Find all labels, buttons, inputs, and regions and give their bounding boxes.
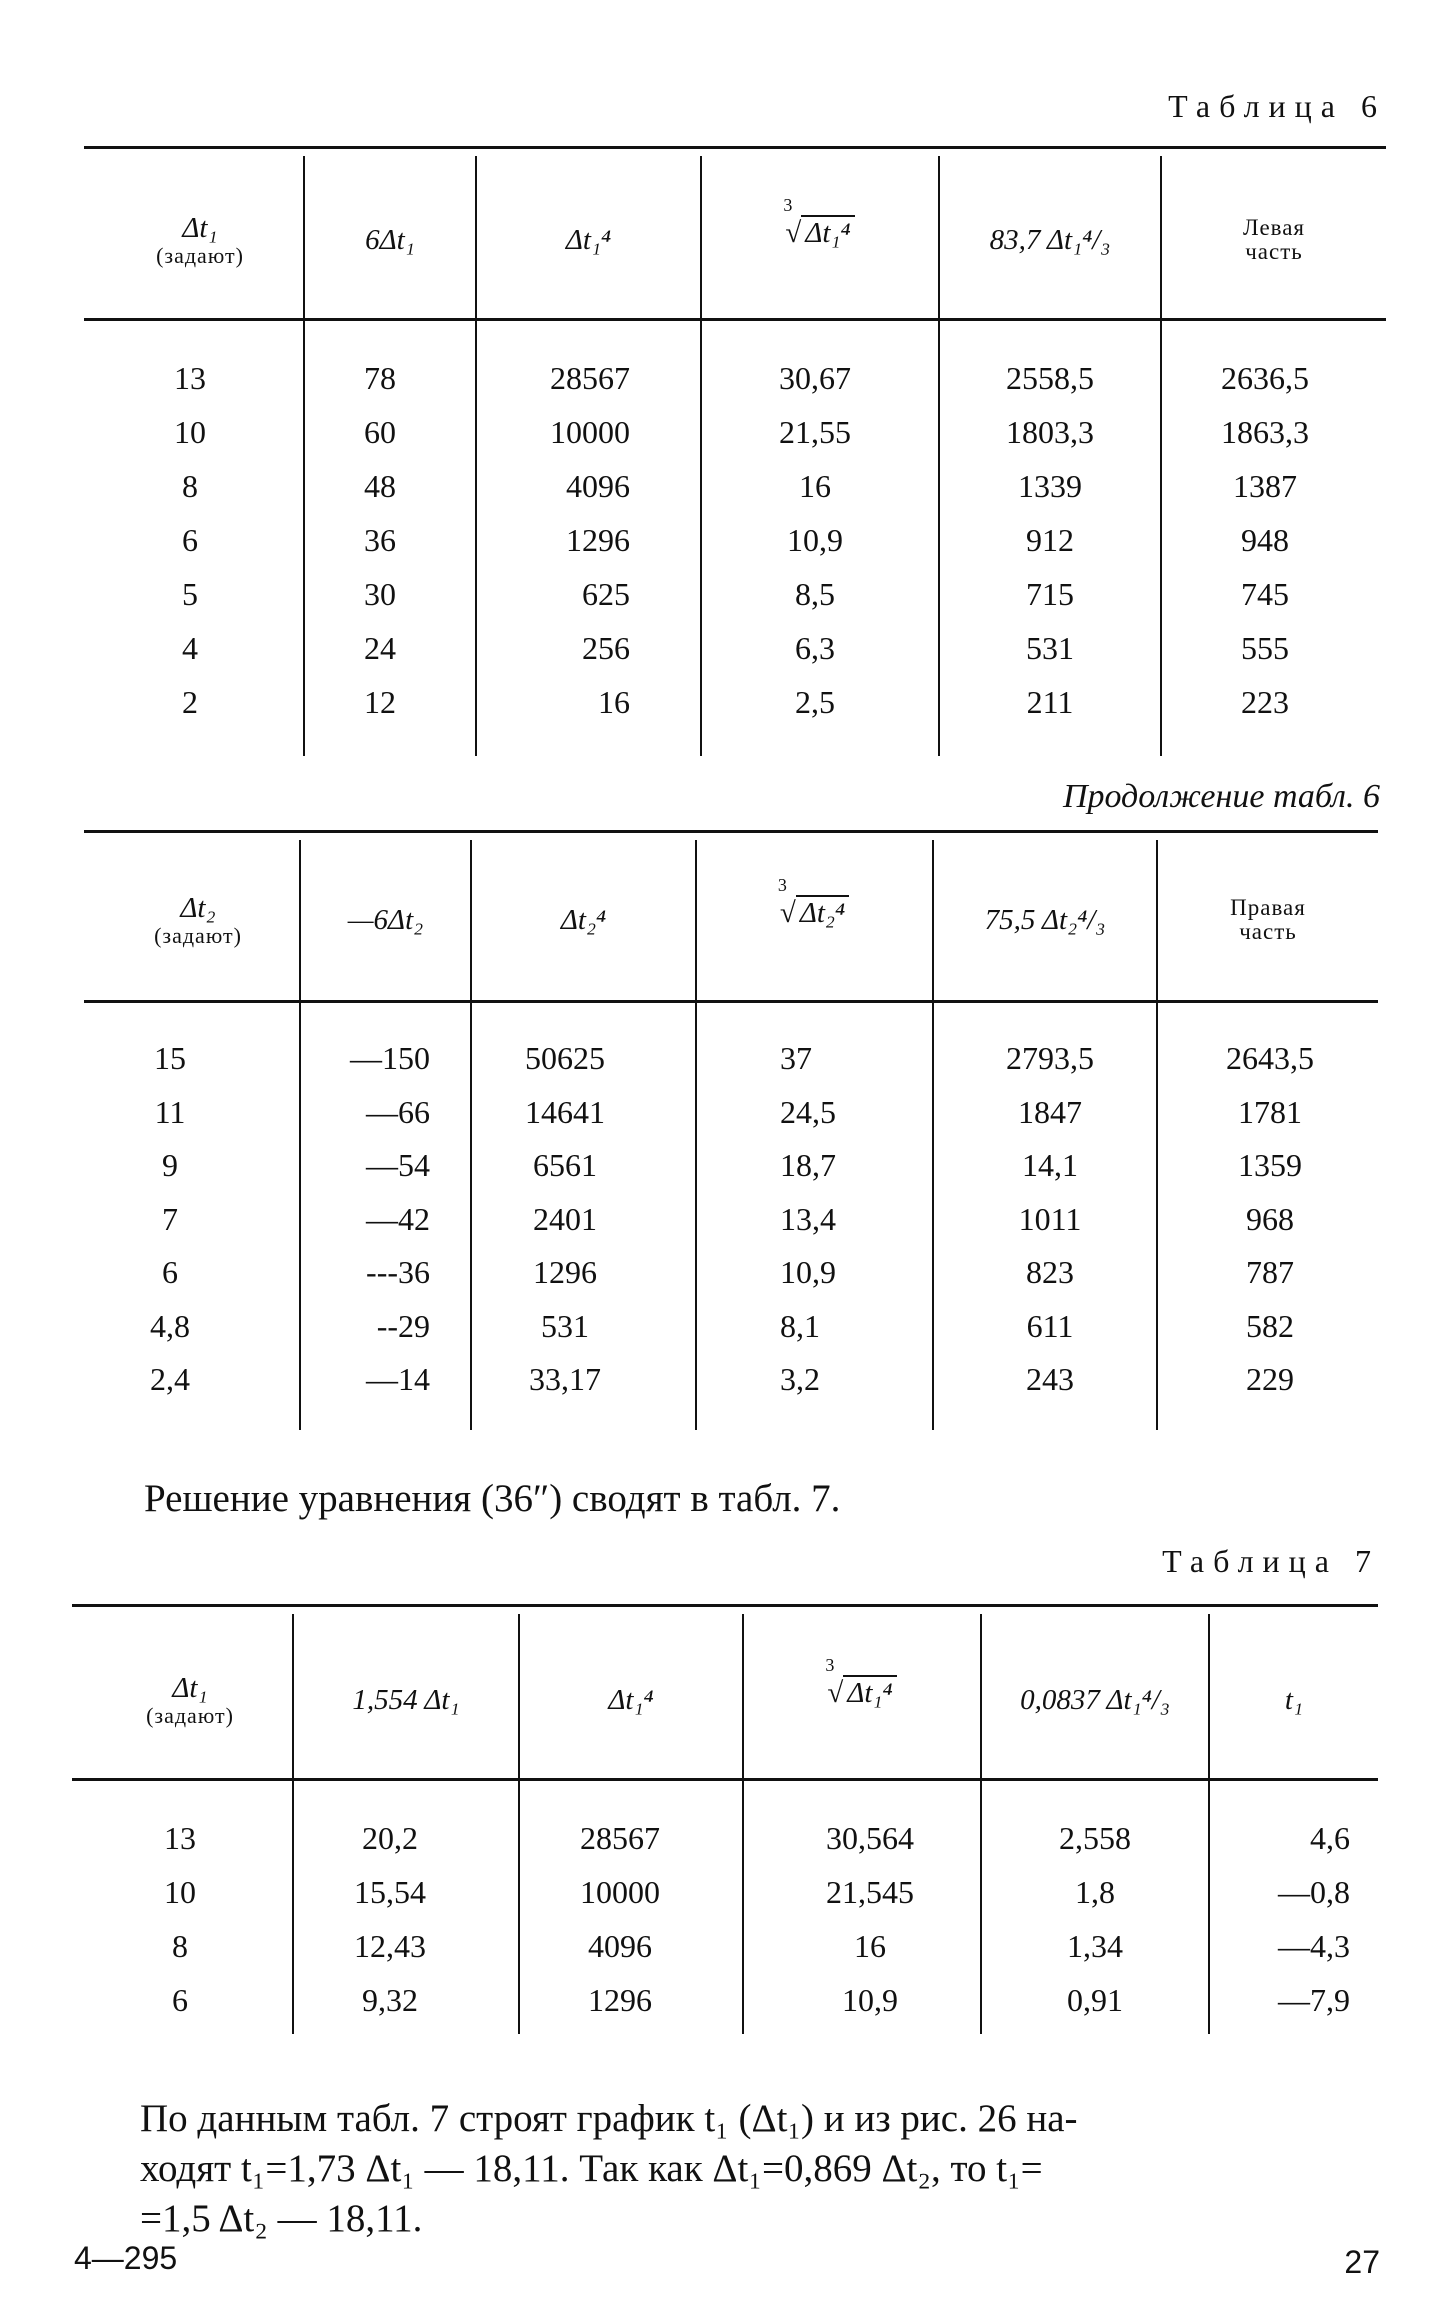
table6-cell: 30 bbox=[364, 576, 396, 612]
table7-caption: Таблица 7 bbox=[1162, 1543, 1380, 1579]
table7-cell: 15,54 bbox=[354, 1874, 426, 1910]
table6-cell: 256 bbox=[582, 630, 630, 666]
table6-cell: 5 bbox=[182, 576, 198, 612]
table6-cell: 223 bbox=[1241, 684, 1289, 720]
table6-cont-cell: 3,2 bbox=[780, 1361, 820, 1397]
table6-cont-cell: 1781 bbox=[1238, 1093, 1302, 1130]
table6-header-cuberoot: 3 √ Δt₁⁴ bbox=[702, 180, 938, 280]
table6-cell: 13 bbox=[174, 360, 206, 396]
bottom-line: =1,5 Δt₂ — 18,11. bbox=[140, 2197, 423, 2240]
table7-cell: 6 bbox=[172, 1982, 188, 2018]
table6-cont-header-rule bbox=[84, 1000, 1378, 1003]
table6-cont-cell: 7 bbox=[162, 1200, 178, 1237]
table6-cont-cell: --29 bbox=[376, 1307, 430, 1344]
table6-header-coef: 83,7 Δt₁⁴/₃ bbox=[989, 223, 1111, 256]
table6-cont-header-dt2: Δt₂ (задают) bbox=[154, 892, 242, 948]
table7-cell: 10000 bbox=[580, 1874, 660, 1910]
table6-cell: 10,9 bbox=[787, 522, 843, 558]
table6-cont-cell: 582 bbox=[1246, 1307, 1294, 1344]
table6-cell: 555 bbox=[1241, 630, 1289, 666]
table6-cont-cell: 787 bbox=[1246, 1254, 1294, 1290]
table6-cell: 2636,5 bbox=[1221, 360, 1309, 396]
table6-cont-cell: 13,4 bbox=[780, 1200, 836, 1237]
table6-cont-header-cuberoot: 3 √ Δt₂⁴ bbox=[697, 860, 932, 960]
table7-cell: 1,8 bbox=[1075, 1874, 1115, 1910]
table6-header-6dt1: 6Δt₁ bbox=[365, 223, 415, 256]
table6-cont-cell: 2793,5 bbox=[1006, 1040, 1094, 1076]
table6-cell: 16 bbox=[799, 468, 831, 504]
table6-cont-cell: 2643,5 bbox=[1226, 1040, 1314, 1076]
table7-cell: 12,43 bbox=[354, 1928, 426, 1964]
table7-cell: 20,2 bbox=[362, 1820, 418, 1856]
table6-cont-header-dt2-4: Δt₂⁴ bbox=[560, 903, 607, 936]
table6-header-dt1-4: Δt₁⁴ bbox=[565, 223, 612, 256]
table6-cont-cell: 14,1 bbox=[1022, 1147, 1078, 1183]
table6-cont-cell: 1011 bbox=[1018, 1200, 1082, 1237]
table7-cell: 13 bbox=[164, 1820, 196, 1856]
table6-cont-cell: 33,17 bbox=[529, 1361, 601, 1397]
table7-header-1554dt1: 1,554 Δt₁ bbox=[352, 1683, 460, 1716]
table6-cell: 10000 bbox=[550, 414, 630, 450]
bottom-paragraph bbox=[140, 2094, 1390, 2244]
table7-cell: 30,564 bbox=[826, 1820, 914, 1856]
table6-cont-cell: 611 bbox=[1026, 1307, 1074, 1344]
table6-cont-cell: —150 bbox=[350, 1040, 430, 1076]
table6-cell: 8 bbox=[182, 468, 198, 504]
table6-header-dt1: Δt₁ (задают) bbox=[156, 212, 244, 268]
table6-cont-cell: 1296 bbox=[533, 1254, 597, 1290]
table6-cont-cell: 229 bbox=[1246, 1361, 1294, 1397]
table6-cont-cell: 968 bbox=[1246, 1200, 1294, 1237]
table6-cell: 60 bbox=[364, 414, 396, 450]
table7-cell: 2,558 bbox=[1059, 1820, 1131, 1856]
table6-cont-cell: 37 bbox=[780, 1040, 812, 1076]
table6-cell: 6 bbox=[182, 522, 198, 558]
table7-header-cuberoot: 3 √ Δt₁⁴ bbox=[744, 1640, 980, 1740]
table7-cell: 8 bbox=[172, 1928, 188, 1964]
table6-cell: 912 bbox=[1026, 522, 1074, 558]
bottom-line: По данным табл. 7 строят график t₁ (Δt₁) и из рис. 26 на- bbox=[140, 2097, 1078, 2140]
table6-cell: 12 bbox=[364, 684, 396, 720]
table6-cell: 1339 bbox=[1018, 468, 1082, 504]
table6-cell: 21,55 bbox=[779, 414, 851, 450]
table6-cont-cell: 10,9 bbox=[780, 1254, 836, 1290]
table6-cell: 531 bbox=[1026, 630, 1074, 666]
table6-cont-cell: 6 bbox=[162, 1254, 178, 1290]
table6-cont-cell: 50625 bbox=[525, 1040, 605, 1076]
table7-cell: 21,545 bbox=[826, 1874, 914, 1910]
table6-cell: 16 bbox=[598, 684, 630, 720]
table7-cell: 1296 bbox=[588, 1982, 652, 2018]
table6-cell: 30,67 bbox=[779, 360, 851, 396]
middle-paragraph: Решение уравнения (36″) сводят в табл. 7. bbox=[144, 1477, 841, 1520]
table6-cont-cell: —14 bbox=[366, 1361, 430, 1397]
table6-cell: 2,5 bbox=[795, 684, 835, 720]
table7-cell: 9,32 bbox=[362, 1982, 418, 2018]
table6-cont-cell: 18,7 bbox=[780, 1147, 836, 1183]
table6-cell: 1863,3 bbox=[1221, 414, 1309, 450]
table6-header-rule bbox=[84, 318, 1386, 321]
table6-cont-cell: —66 bbox=[366, 1093, 430, 1130]
table7-cell: —0,8 bbox=[1278, 1874, 1350, 1910]
table6-cell: 4096 bbox=[566, 468, 630, 504]
table6-cont-cell: —42 bbox=[366, 1200, 430, 1237]
table6-cont-cell: 2,4 bbox=[150, 1361, 190, 1397]
table6-cell: 2 bbox=[182, 684, 198, 720]
table6-cell: 1803,3 bbox=[1006, 414, 1094, 450]
table6-cont-cell: ---36 bbox=[366, 1254, 430, 1290]
table7-header-dt1: Δt₁ (задают) bbox=[146, 1672, 234, 1728]
table7-header-dt1-4: Δt₁⁴ bbox=[608, 1683, 654, 1716]
table7-cell: —4,3 bbox=[1278, 1928, 1350, 1964]
footer-signature: 4—295 bbox=[74, 2240, 178, 2276]
table6-cont-cell: 1847 bbox=[1018, 1093, 1082, 1130]
table7-top-rule bbox=[72, 1604, 1378, 1607]
table6-cell: 78 bbox=[364, 360, 396, 396]
table6-cell: 8,5 bbox=[795, 576, 835, 612]
table7-header-t1: t₁ bbox=[1284, 1683, 1304, 1716]
table7-cell: 10 bbox=[164, 1874, 196, 1910]
table6-cell: 28567 bbox=[550, 360, 630, 396]
table6-cell: 625 bbox=[582, 576, 630, 612]
table7-cell: 1,34 bbox=[1067, 1928, 1123, 1964]
table6-cell: 948 bbox=[1241, 522, 1289, 558]
table6-cell: 2558,5 bbox=[1006, 360, 1094, 396]
table6-cell: 211 bbox=[1026, 684, 1074, 720]
table7-cell: 4,6 bbox=[1310, 1820, 1350, 1856]
table7-cell: 10,9 bbox=[842, 1982, 898, 2018]
table6-cont-caption: Продолжение табл. 6 bbox=[1062, 778, 1380, 815]
table6-cell: 1296 bbox=[566, 522, 630, 558]
table6-cell: 48 bbox=[364, 468, 396, 504]
bottom-line: ходят t₁=1,73 Δt₁ — 18,11. Так как Δt₁=0,869 Δt₂, то t₁= bbox=[140, 2147, 1043, 2190]
table6-cont-cell: 9 bbox=[162, 1147, 178, 1183]
table7-cell: 28567 bbox=[580, 1820, 660, 1856]
table6-cell: 24 bbox=[364, 630, 396, 666]
table6-cell: 10 bbox=[174, 414, 206, 450]
table6-cont-cell: 8,1 bbox=[780, 1307, 820, 1344]
table6-cont-header-coef: 75,5 Δt₂⁴/₃ bbox=[984, 903, 1106, 936]
table6-cont-cell: 14641 bbox=[525, 1093, 605, 1130]
table6-cont-cell: 243 bbox=[1026, 1361, 1074, 1397]
table6-cell: 36 bbox=[364, 522, 396, 558]
table7-cell: 16 bbox=[854, 1928, 886, 1964]
table6-cont-cell: 24,5 bbox=[780, 1093, 836, 1130]
table6-cell: 6,3 bbox=[795, 630, 835, 666]
table6-cont-cell: 6561 bbox=[533, 1147, 597, 1183]
table6-cont-cell: 1359 bbox=[1238, 1147, 1302, 1183]
table6-cont-cell: 11 bbox=[154, 1093, 186, 1130]
table7-cell: —7,9 bbox=[1278, 1982, 1350, 2018]
table7-header-coef: 0,0837 Δt₁⁴/₃ bbox=[1020, 1683, 1170, 1716]
table6-cont-header-minus6dt2: —6Δt₂ bbox=[347, 903, 424, 936]
table6-cell: 745 bbox=[1241, 576, 1289, 612]
table6-cell: 1387 bbox=[1233, 468, 1297, 504]
table6-cont-cell: 2401 bbox=[533, 1200, 597, 1237]
table6-cell: 715 bbox=[1026, 576, 1074, 612]
table6-cont-header-right-part: Правая часть bbox=[1230, 894, 1306, 944]
page-number: 27 bbox=[1344, 2244, 1380, 2280]
table7-cell: 0,91 bbox=[1067, 1982, 1123, 2018]
table7-header-rule bbox=[72, 1778, 1378, 1781]
table6-top-rule bbox=[84, 146, 1386, 149]
table6-caption: Таблица 6 bbox=[1168, 88, 1386, 124]
table6-cell: 4 bbox=[182, 630, 198, 666]
table6-cont-cell: 4,8 bbox=[150, 1307, 190, 1344]
table6-cont-cell: 823 bbox=[1026, 1254, 1074, 1290]
table6-header-left-part: Левая часть bbox=[1243, 214, 1305, 264]
table6-cont-cell: 15 bbox=[154, 1040, 186, 1076]
table6-cont-cell: 531 bbox=[541, 1307, 589, 1344]
table6-cont-cell: —54 bbox=[366, 1147, 430, 1183]
table7-cell: 4096 bbox=[588, 1928, 652, 1964]
table6-cont-top-rule bbox=[84, 830, 1378, 833]
